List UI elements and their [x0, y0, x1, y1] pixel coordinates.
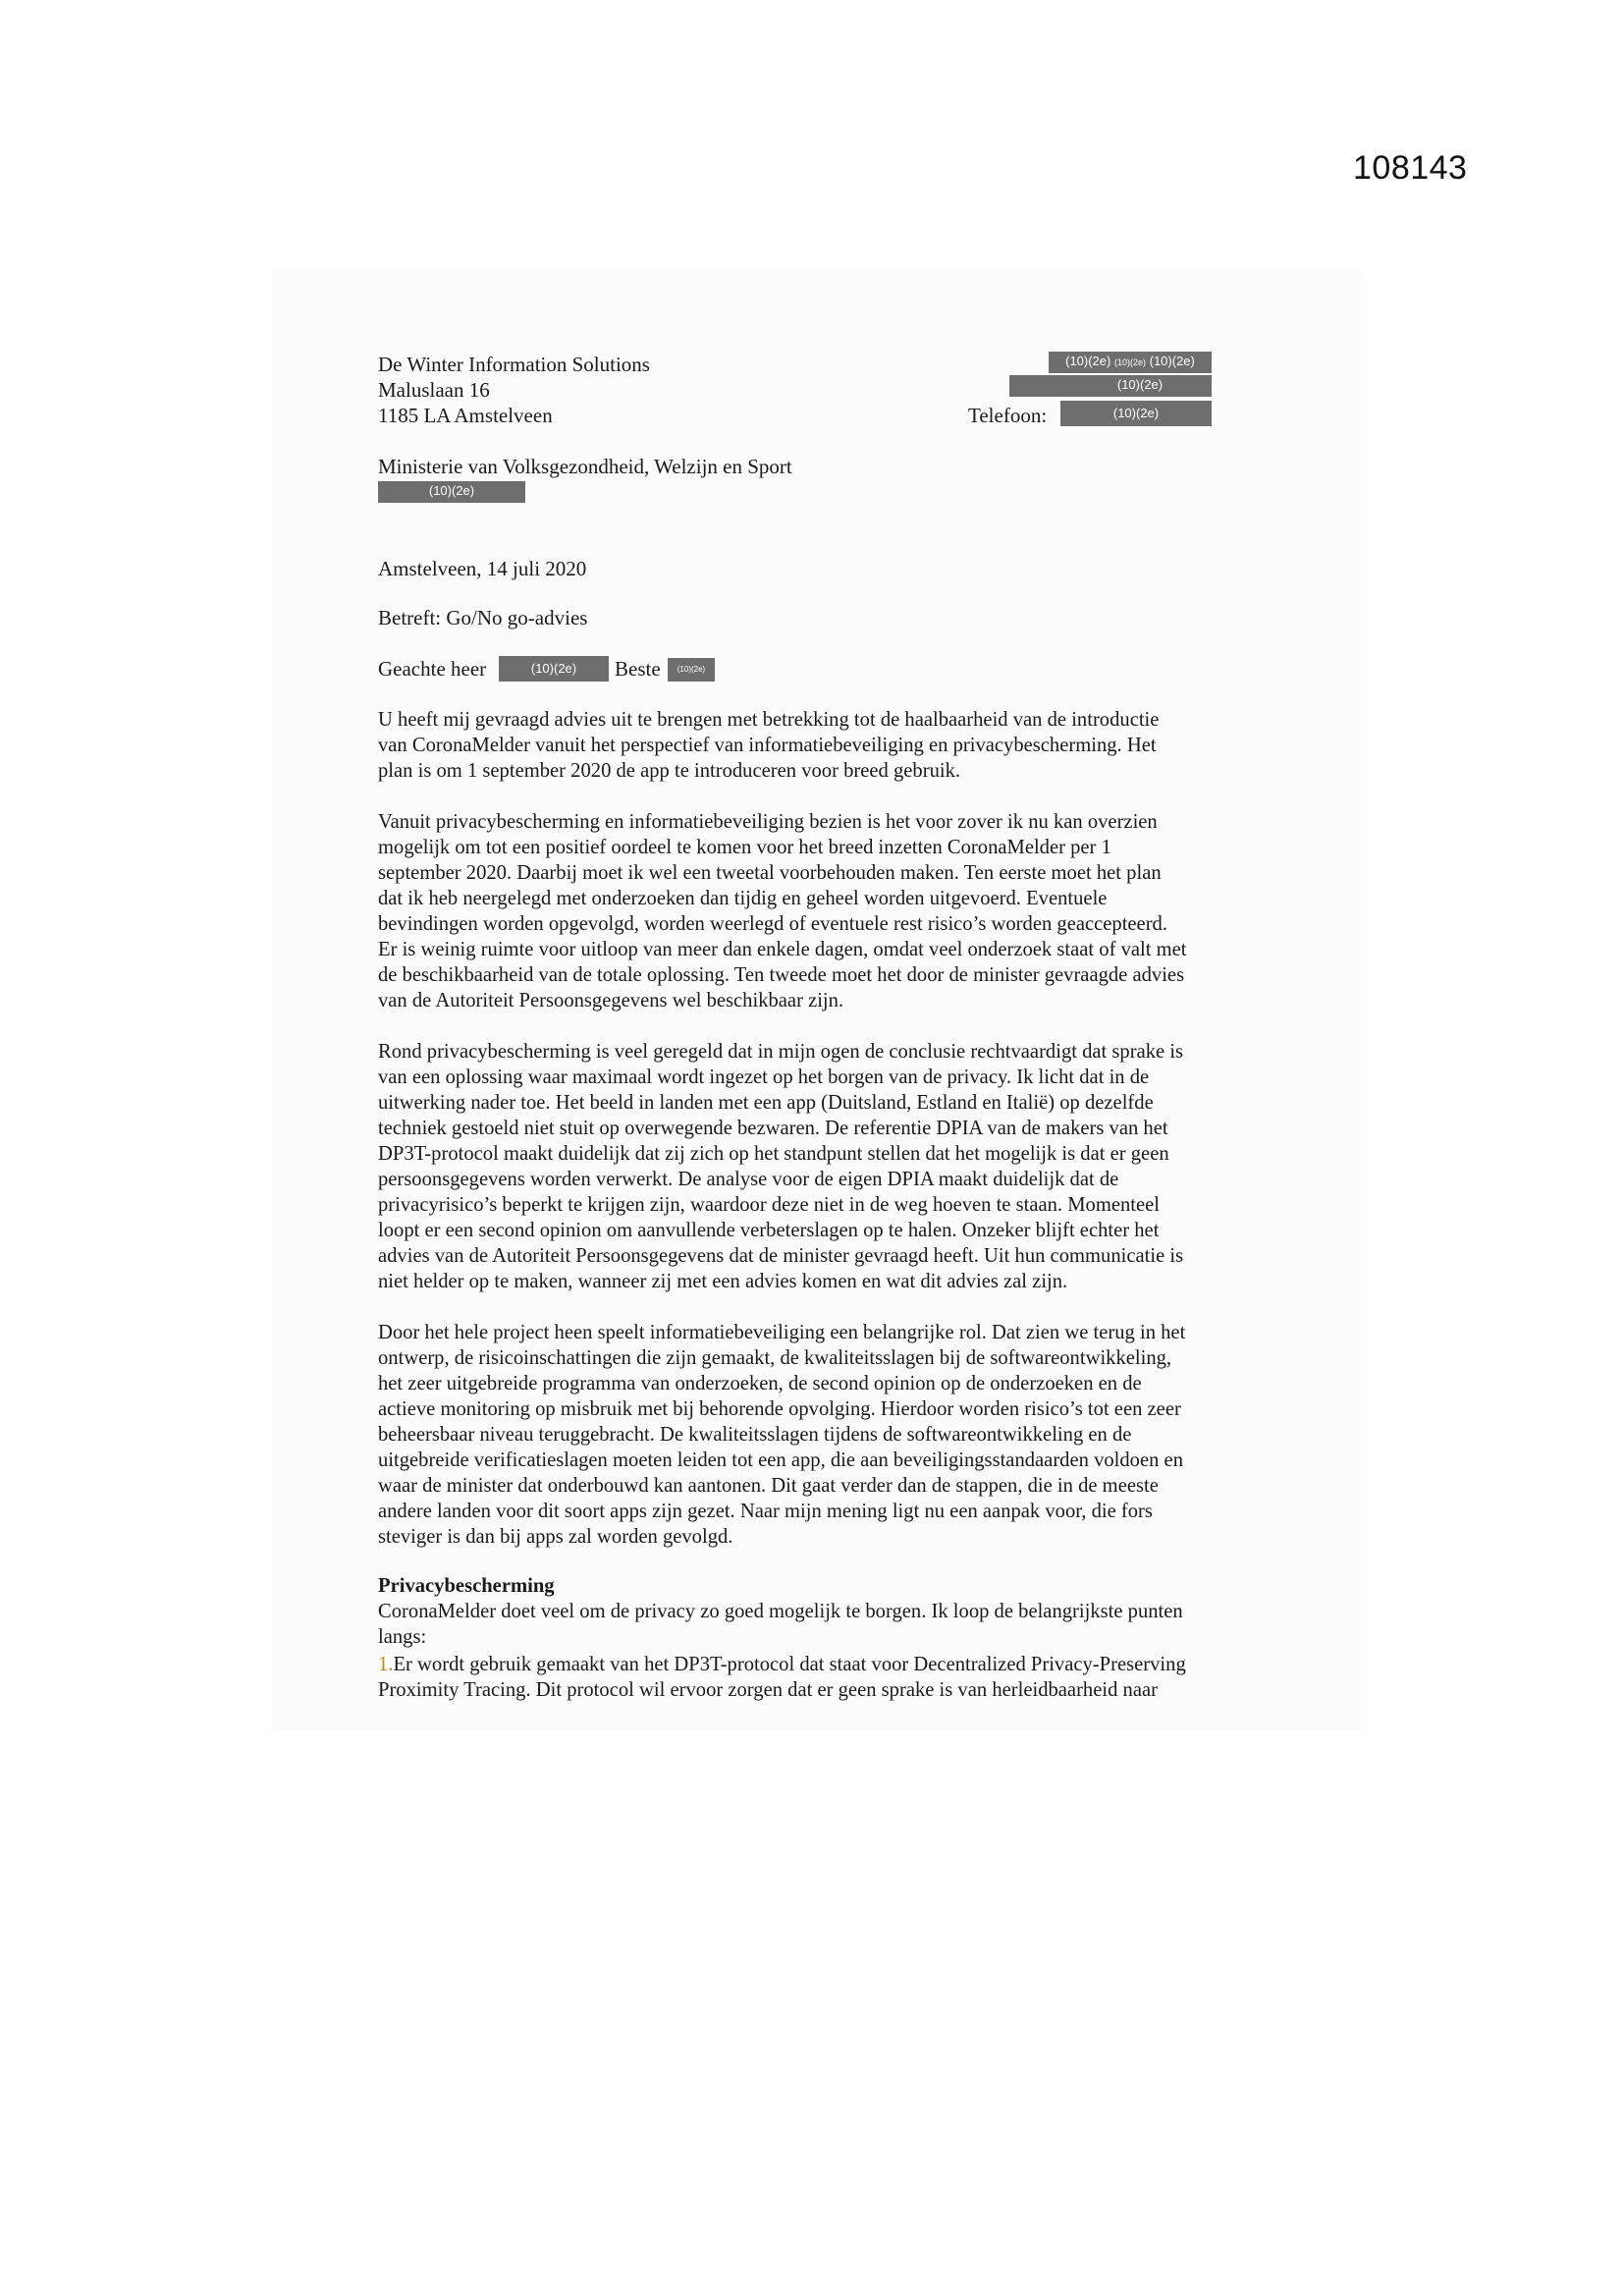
body-paragraph	[378, 809, 1262, 1013]
salutation-middle: Beste	[615, 657, 661, 681]
place-date: Amstelveen, 14 juli 2020	[378, 557, 587, 580]
paragraph-line: uitgebreide verificatieslagen moeten leiden tot een app, die aan beveiligingsstandaarden voldoen en	[378, 1449, 1183, 1471]
redaction-code: (10)(2e)	[1149, 354, 1195, 368]
paragraph-line: loopt er een second opinion om aanvullende verbeterslagen op te halen. Onzeker blijft echter het	[378, 1220, 1160, 1241]
paragraph-line: U heeft mij gevraagd advies uit te brengen met betrekking tot de haalbaarheid van de introductie	[378, 709, 1160, 731]
paragraph-line: Rond privacybescherming is veel geregeld dat in mijn ogen de conclusie rechtvaardigt dat sprake is	[378, 1041, 1184, 1063]
paragraph-line: DP3T-protocol maakt duidelijk dat zij zich op het standpunt stellen dat het mogelijk is dat er geen	[378, 1143, 1169, 1165]
paragraph-line: van de Autoriteit Persoonsgegevens wel beschikbaar zijn.	[378, 990, 844, 1011]
paragraph-line: het zeer uitgebreide programma van onderzoeken, de second opinion op de onderzoeken en de	[378, 1373, 1142, 1394]
redaction-code: (10)(2e)	[1116, 377, 1164, 392]
privacy-section	[378, 1573, 1262, 1703]
paragraph-line: Vanuit privacybescherming en informatiebeveiliging bezien is het voor zover ik nu kan overzien	[378, 811, 1158, 833]
section-heading: Privacybescherming	[378, 1575, 555, 1597]
paragraph-line: waar de minister dat onderbouwd kan aantonen. Dit gaat verder dan de stappen, die in de meeste	[378, 1475, 1159, 1497]
redaction-block	[1009, 375, 1212, 397]
list-item-text: Er wordt gebruik gemaakt van het DP3T-protocol dat staat voor Decentralized Privacy-Preserving	[393, 1654, 1186, 1675]
paragraph-line: bevindingen worden opgevolgd, worden weerlegd of eventuele rest risico’s worden geaccepteerd.	[378, 913, 1168, 935]
paragraph-line: privacyrisico’s beperkt te krijgen zijn, waardoor deze niet in de weg hoeven te staan. Momenteel	[378, 1194, 1160, 1216]
paragraph-line: advies van de Autoriteit Persoonsgegevens dat de minister gevraagd heeft. Uit hun communicatie is	[378, 1245, 1184, 1267]
paragraph-line: september 2020. Daarbij moet ik wel een tweetal voorbehouden maken. Ten eerste moet het plan	[378, 862, 1162, 884]
list-item-number: 1.	[378, 1654, 394, 1675]
list-item	[378, 1652, 1262, 1677]
paragraph-line: van CoronaMelder vanuit het perspectief van informatiebeveiliging en privacybescherming. Het	[378, 735, 1157, 756]
paragraph-line: beheersbaar niveau teruggebracht. De kwaliteitsslagen tijdens de softwareontwikkeling en de	[378, 1424, 1132, 1446]
body-paragraph	[378, 707, 1262, 784]
salutation-prefix: Geachte heer	[378, 657, 487, 681]
paragraph-line: plan is om 1 september 2020 de app te introduceren voor breed gebruik.	[378, 760, 961, 782]
recipient-organization: Ministerie van Volksgezondheid, Welzijn en Sport	[378, 455, 792, 478]
phone-label: Telefoon:	[968, 404, 1048, 427]
paragraph-line: persoonsgegevens worden verwerkt. De analyse voor de eigen DPIA maakt duidelijk dat de	[378, 1169, 1119, 1190]
section-intro-line: CoronaMelder doet veel om de privacy zo goed mogelijk te borgen. Ik loop de belangrijkste punten	[378, 1601, 1183, 1622]
salutation-redaction: (10)(2e)	[499, 656, 609, 682]
recipient-redaction: (10)(2e)	[378, 481, 525, 503]
redaction-code: (10)(2e)	[1065, 354, 1111, 368]
paragraph-line: andere landen voor dit soort apps zijn gezet. Naar mijn mening ligt nu een aanpak voor, die fors	[378, 1501, 1153, 1522]
section-intro-line: langs:	[378, 1626, 427, 1648]
paragraph-line: Er is weinig ruimte voor uitloop van meer dan enkele dagen, omdat veel onderzoek staat of valt met	[378, 939, 1187, 960]
phone-redaction: (10)(2e)	[1060, 401, 1212, 426]
paragraph-line: niet helder op te maken, wanneer zij met een advies komen en wat dit advies zal zijn.	[378, 1271, 1068, 1292]
paragraph-line: ontwerp, de risicoinschattingen die zijn gemaakt, de kwaliteitsslagen bij de softwareontwikkeling,	[378, 1347, 1172, 1369]
subject-line: Betreft: Go/No go-advies	[378, 606, 588, 629]
paragraph-line: van een oplossing waar maximaal wordt ingezet op het borgen van de privacy. Ik licht dat in de	[378, 1066, 1150, 1088]
paragraph-line: dat ik heb neergelegd met onderzoeken dan tijdig en geheel worden uitgevoerd. Eventuele	[378, 888, 1108, 909]
paragraph-line: de beschikbaarheid van de totale oplossing. Ten tweede moet het door de minister gevraagde advies	[378, 964, 1185, 986]
salutation-redaction: (10)(2e)	[668, 658, 715, 682]
body-paragraph	[378, 1039, 1262, 1294]
redaction-code: (10)(2e)	[1113, 357, 1146, 367]
sender-city: 1185 LA Amstelveen	[378, 404, 553, 427]
paragraph-line: techniek gestoeld niet stuit op overwegende bezwaren. De referentie DPIA van de makers van het	[378, 1118, 1168, 1139]
sender-name: De Winter Information Solutions	[378, 353, 650, 376]
paragraph-line: mogelijk om tot een positief oordeel te komen voor het breed inzetten CoronaMelder per 1	[378, 837, 1111, 858]
paragraph-line: actieve monitoring op misbruik met bij behorende opvolging. Hierdoor worden risico’s tot een zeer	[378, 1398, 1181, 1420]
sender-street: Maluslaan 16	[378, 378, 490, 402]
redaction-block	[1049, 352, 1212, 373]
body-paragraph	[378, 1320, 1262, 1550]
list-item-continuation: Proximity Tracing. Dit protocol wil ervoor zorgen dat er geen sprake is van herleidbaarheid naar	[378, 1679, 1158, 1701]
document-number: 108143	[1353, 149, 1468, 187]
paragraph-line: uitwerking nader toe. Het beeld in landen met een app (Duitsland, Estland en Italië) op dezelfde	[378, 1092, 1154, 1114]
paragraph-line: steviger is dan bij apps zal worden gevolgd.	[378, 1526, 733, 1548]
paragraph-line: Door het hele project heen speelt informatiebeveiliging een belangrijke rol. Dat zien we terug in het	[378, 1322, 1186, 1343]
